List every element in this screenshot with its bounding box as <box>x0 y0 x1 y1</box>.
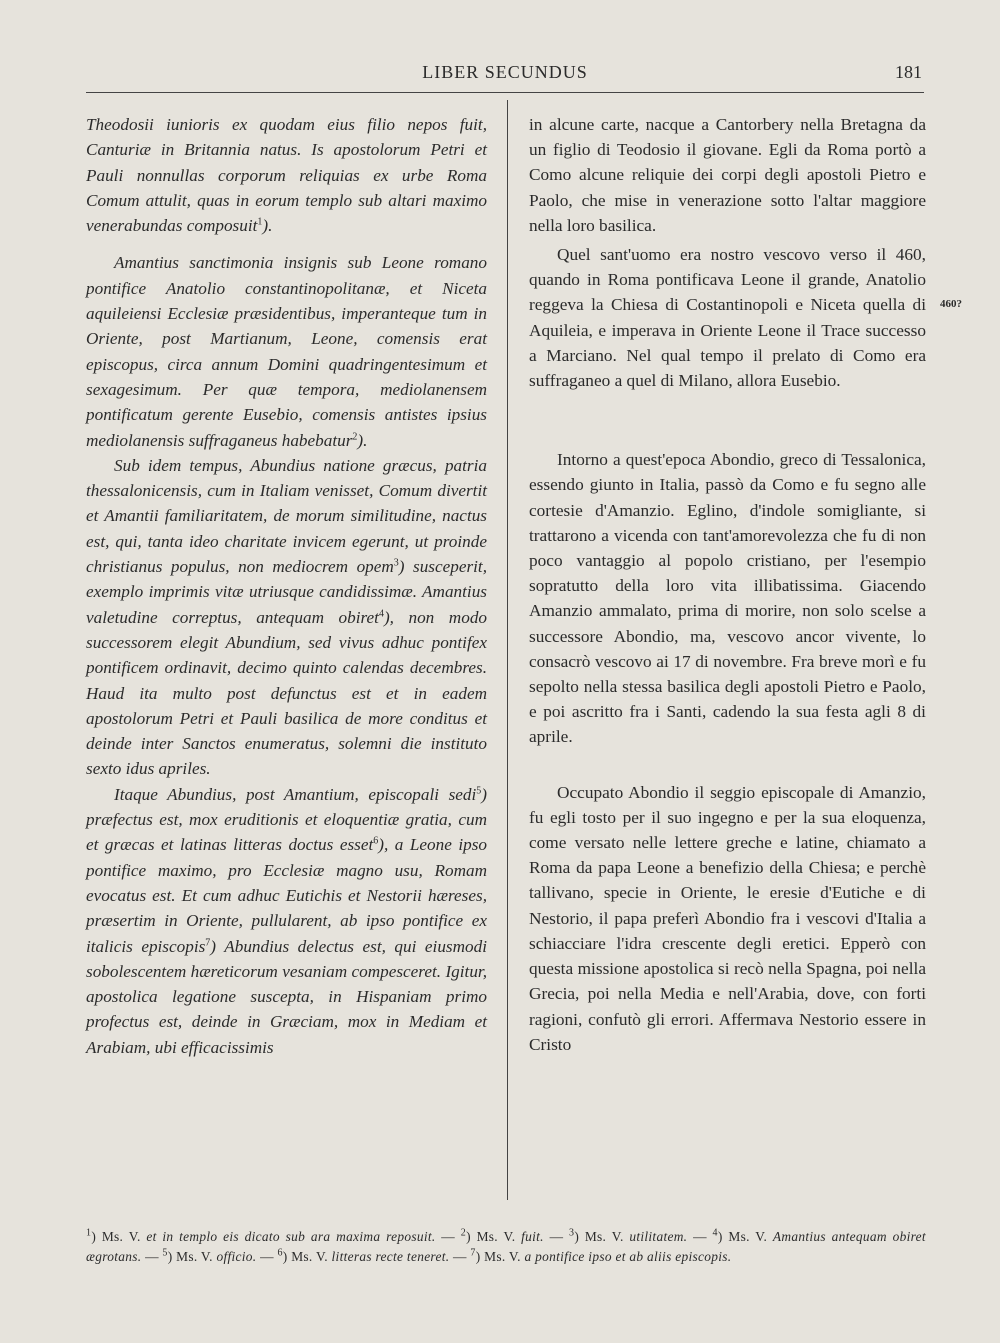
footnote-ref: 2 <box>352 430 358 442</box>
italian-paragraph-2: Quel sant'uomo era nostro vescovo verso il 460, quando in Roma pontificava Leone il grande, Anatolio reggeva la Chiesa di Costantinopoli e Niceta quella di Aquileia, e imperava in Oriente Leone il Trace successo a Marciano. Nel qual tempo il prelato di Como era suffraganeo a quel di Milano, allora Eusebio. <box>529 245 926 391</box>
page-number: 181 <box>895 62 922 82</box>
latin-paragraph-1: Theodosii iunioris ex quodam eius filio nepos fuit, Canturiæ in Britannia natus. Is apostolorum Petri et Pauli nonnullas corporum reliquias ex urbe Roma Comum attulit, quas in eorum templo sub altari maximo venerabundas composuit$^1$). <box>86 115 487 236</box>
margin-date-note: 460? <box>940 298 962 310</box>
footnote-ref: 1 <box>257 216 263 228</box>
running-head <box>86 62 924 93</box>
latin-paragraph-4: Itaque Abundius, post Amantium, episcopali sedi$^5$) præfectus est, mox eruditionis et eloquentiæ gratia, cum et græcas et latinas litteras doctus esset$^6$), a Leone ipso pontifice maximo, pro Ecclesiæ magno usu, Romam evocatus est. Et cum adhuc Eutichis et Nestorii hæreses, præsertim in Oriente, pullularent, ab ipso pontifice ex italicis episcopis$^7$) Abundius delectus est, qui eiusmodi sobolescentem hæreticorum vesaniam compesceret. Igitur, apostolica legatione suscepta, in Hispaniam primo profectus est, deinde in Græciam, mox in Mediam et Arabiam, ubi efficacissimis <box>86 784 487 1057</box>
footnote-ref: 4 <box>378 607 384 619</box>
column-divider <box>507 100 508 1200</box>
latin-paragraph-3: Sub idem tempus, Abundius natione græcus, patria thessalonicensis, cum in Italiam venisset, Comum divertit et Amantii familiaritatem, de morum similitudine, nactus est, qui, tanta ideo charitate invicem egerunt, ut proinde christianus populus, non mediocrem opem$^3$) susceperit, exemplo imprimis vitæ utriusque candidissimæ. Amantius valetudine correptus, antequam obiret$^4$), non modo successorem elegit Abundium, sed vivus adhuc pontifex pontificem ordinavit, decimo quinto calendas decembres. Haud ita multo post defunctus est et in eadem apostolorum Petri et Pauli basilica de more conditus et deinde inter Sanctos enumeratus, solemni die instituto sexto idus apriles. <box>86 455 488 779</box>
italian-paragraph-1: in alcune carte, nacque a Cantorbery nella Bretagna da un figlio di Teodosio il giovane. Egli da Roma portò a Como alcune reliquie dei corpi degli apostoli Pietro e Paolo, che mise in venerazione sotto l'altar maggiore nella loro basilica. <box>529 115 926 235</box>
latin-paragraph-2: Amantius sanctimonia insignis sub Leone romano pontifice Anatolio constantinopolitanæ, et Niceta aquileiensi Ecclesiæ præsidentibus, imperanteque tum in Oriente, post Martianum, Leone, comensis erat episcopus, circa annum Domini quadringentesimum et sexagesimum. Per quæ tempora, mediolanensem pontificatum gerente Eusebio, comensis antistes ipsius mediolanensis suffraganeus habebatur$^2$). <box>86 253 487 450</box>
running-title: LIBER SECUNDUS <box>422 62 588 82</box>
footnote-ref: 5 <box>476 784 482 796</box>
italian-paragraph-3: Intorno a quest'epoca Abondio, greco di Tessalonica, essendo giunto in Italia, passò da Como e fu segno alle cortesie d'Amanzio. Eglino, d'indole somigliante, si trattarono a vicenda con tant'amorevolezza che fu di non poco vantaggio al popolo cristiano, per l'esempio sopratutto della loro vita illibatissima. Giacendo Amanzio ammalato, prima di morire, non solo scelse a successore Abondio, ma, vescovo ancor vivente, lo consacrò vescovo ai 17 di novembre. Fra breve morì e fu sepolto nella stessa basilica degli apostoli Pietro e Paolo, e poi ascritto fra i Santi, cadendo la sua festa agli 8 di aprile. <box>529 450 926 747</box>
footnote-ref: 7 <box>205 936 211 948</box>
latin-column <box>86 112 487 1060</box>
footnote-ref: 3 <box>393 557 399 569</box>
italian-paragraph-4: Occupato Abondio il seggio episcopale di Amanzio, fu egli tosto per il suo ingegno e per la sua eloquenza, come versato nelle lettere greche e latine, chiamato a Roma da papa Leone a benefizio della Chiesa; e perchè tallivano, specie in Oriente, le eresie d'Eutiche e di Nestorio, il papa preferì Abondio fra i vescovi d'Italia a schiacciare l'idra crescente degli eretici. Epperò con questa missione apostolica si recò nella Spagna, poi nella Grecia, poi nella Media e nell'Arabia, dove, con forti ragioni, confutò gli errori. Affermava Nestorio essere in Cristo <box>529 782 926 1054</box>
italian-column <box>529 112 926 1057</box>
footnotes: $^1$) Ms. V. et in templo eis dicato sub ara maxima reposuit. — $^2$) Ms. V. fuit. — $^3$) Ms. V. utilitatem. — $^4$) Ms. V. Amantius antequam obiret ægrotans. — $^5$) Ms. V. officio. — $^6$) Ms. V. litteras recte teneret. — $^7$) Ms. V. a pontifice ipso et ab aliis episcopis. <box>86 1227 926 1264</box>
footnote-ref: 6 <box>373 835 379 847</box>
